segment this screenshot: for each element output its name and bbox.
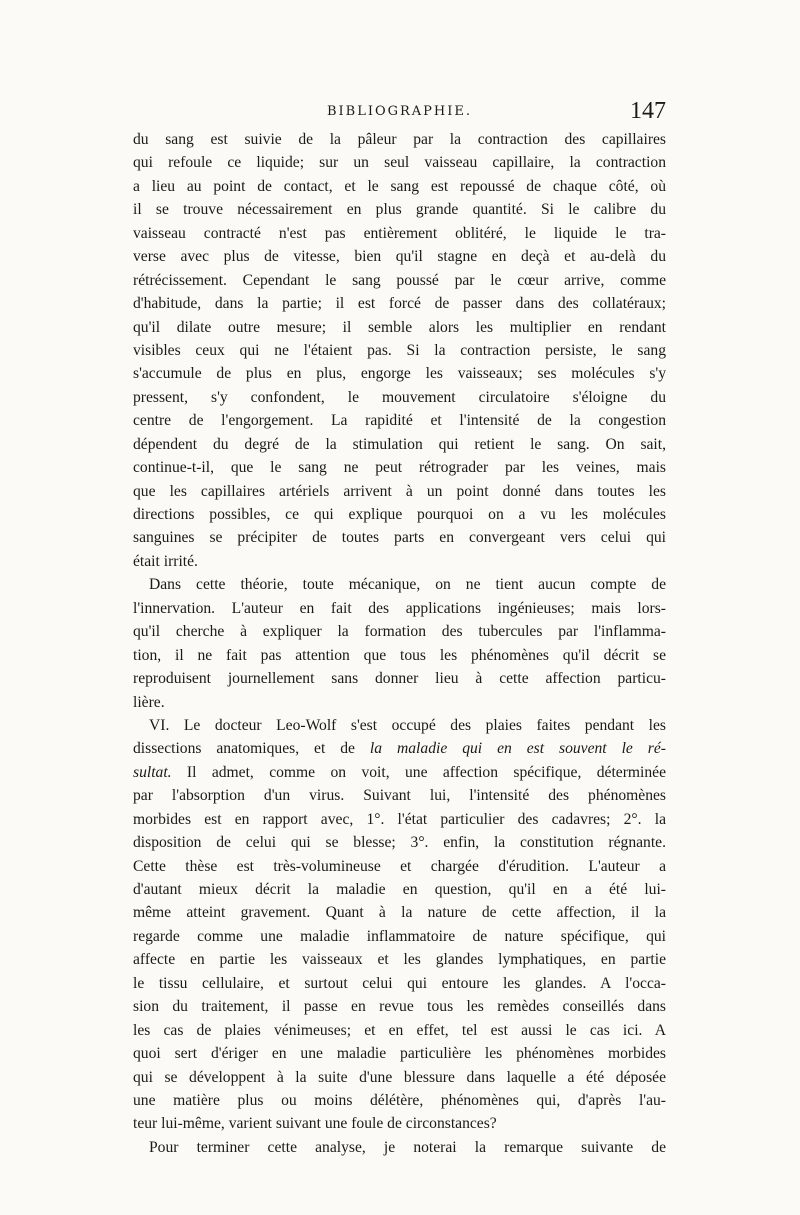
- text-line: Dans cette théorie, toute mécanique, on ne tient aucun compte de: [149, 576, 666, 594]
- text-line: quoi sert d'ériger en une maladie particulière les phénomènes morbides: [133, 1045, 666, 1063]
- text-line: d'autant mieux décrit la maladie en question, qu'il en a été lui-: [133, 881, 666, 898]
- text-line: morbides est en rapport avec, 1°. l'état particulier des cadavres; 2°. la: [133, 810, 666, 828]
- text-line: les cas de plaies vénimeuses; et en effet, tel est aussi le cas ici. A: [133, 1021, 666, 1039]
- text-line: l'innervation. L'auteur en fait des applications ingénieuses; mais lors-: [133, 599, 666, 617]
- italic-phrase: sultat.: [133, 763, 172, 781]
- running-head: [133, 98, 666, 124]
- text-line: Cette thèse est très-volumineuse et chargée d'érudition. L'auteur a: [133, 857, 666, 875]
- text-line: sultat. Il admet, comme on voit, une affection spécifique, déterminée: [133, 763, 666, 781]
- text-line: dissections anatomiques, et de la maladie qui en est souvent le ré-: [133, 740, 666, 758]
- text-line: VI. Le docteur Leo-Wolf s'est occupé des plaies faites pendant les: [149, 716, 666, 734]
- text-line: Pour terminer cette analyse, je noterai la remarque suivante de: [149, 1138, 666, 1156]
- text-line: reproduisent journellement sans donner lieu à cette affection particu-: [133, 670, 666, 688]
- text-line: centre de l'engorgement. La rapidité et l'intensité de la congestion: [133, 412, 666, 430]
- text-line: il se trouve nécessairement en plus grande quantité. Si le calibre du: [133, 201, 666, 219]
- text-line: du sang est suivie de la pâleur par la contraction des capillaires: [133, 131, 666, 148]
- text-line: le tissu cellulaire, et surtout celui qui entoure les glandes. A l'occa-: [133, 974, 666, 992]
- text-line: s'accumule de plus en plus, engorge les vaisseaux; ses molécules s'y: [133, 365, 666, 383]
- text-line: continue-t-il, que le sang ne peut rétrograder par les veines, mais: [133, 459, 666, 477]
- text-line: directions possibles, ce qui explique pourquoi on a vu les molécules: [133, 506, 666, 523]
- text-line: qui se développent à la suite d'une blessure dans laquelle a été déposée: [133, 1068, 666, 1086]
- text-line: pressent, s'y confondent, le mouvement circulatoire s'éloigne du: [133, 388, 666, 406]
- text-line: une matière plus ou moins délétère, phénomènes qui, d'après l'au-: [133, 1091, 666, 1109]
- text-line: d'habitude, dans la partie; il est forcé de passer dans des collatéraux;: [133, 295, 666, 313]
- running-head-title: BIBLIOGRAPHIE.: [326, 104, 473, 119]
- italic-phrase: la maladie qui en est souvent le ré-: [369, 740, 666, 758]
- text-line: visibles ceux qui ne l'étaient pas. Si la contraction persiste, le sang: [133, 341, 666, 359]
- text-line: par l'absorption d'un virus. Suivant lui, l'intensité des phénomènes: [133, 787, 666, 805]
- text-line: vaisseau contracté n'est pas entièrement oblitéré, le liquide le tra-: [133, 224, 666, 242]
- text-line: que les capillaires artériels arrivent à un point donné dans toutes les: [133, 482, 666, 500]
- text-line: qui refoule ce liquide; sur un seul vaisseau capillaire, la contraction: [133, 154, 666, 172]
- text-line: a lieu au point de contact, et le sang est repoussé de chaque côté, où: [133, 177, 666, 195]
- text-line: sanguines se précipiter de toutes parts en convergeant vers celui qui: [133, 529, 666, 547]
- text-line: sion du traitement, il passe en revue tous les remèdes conseillés dans: [133, 998, 666, 1016]
- text-line: verse avec plus de vitesse, bien qu'il stagne en deçà et au-delà du: [133, 248, 666, 266]
- text-line: qu'il cherche à expliquer la formation des tubercules par l'inflamma-: [133, 623, 666, 641]
- text-line: rétrécissement. Cependant le sang poussé par le cœur arrive, comme: [133, 271, 666, 289]
- text-line: affecte en partie les vaisseaux et les glandes lymphatiques, en partie: [133, 951, 666, 969]
- text-line: lière.: [133, 693, 165, 711]
- text-line: qu'il dilate outre mesure; il semble alors les multiplier en rendant: [133, 318, 666, 336]
- text-line: était irrité.: [133, 552, 198, 570]
- body-text: [133, 128, 666, 1159]
- text-line: regarde comme une maladie inflammatoire de nature spécifique, qui: [133, 927, 666, 945]
- text-line: tion, il ne fait pas attention que tous les phénomènes qu'il décrit se: [133, 646, 666, 664]
- page-number: 147: [630, 98, 666, 124]
- text-line: même atteint gravement. Quant à la nature de cette affection, il la: [133, 904, 666, 922]
- text-line: teur lui-même, varient suivant une foule de circonstances?: [133, 1115, 497, 1133]
- text-line: disposition de celui qui se blesse; 3°. enfin, la constitution régnante.: [133, 834, 666, 852]
- text-line: dépendent du degré de la stimulation qui retient le sang. On sait,: [133, 435, 666, 453]
